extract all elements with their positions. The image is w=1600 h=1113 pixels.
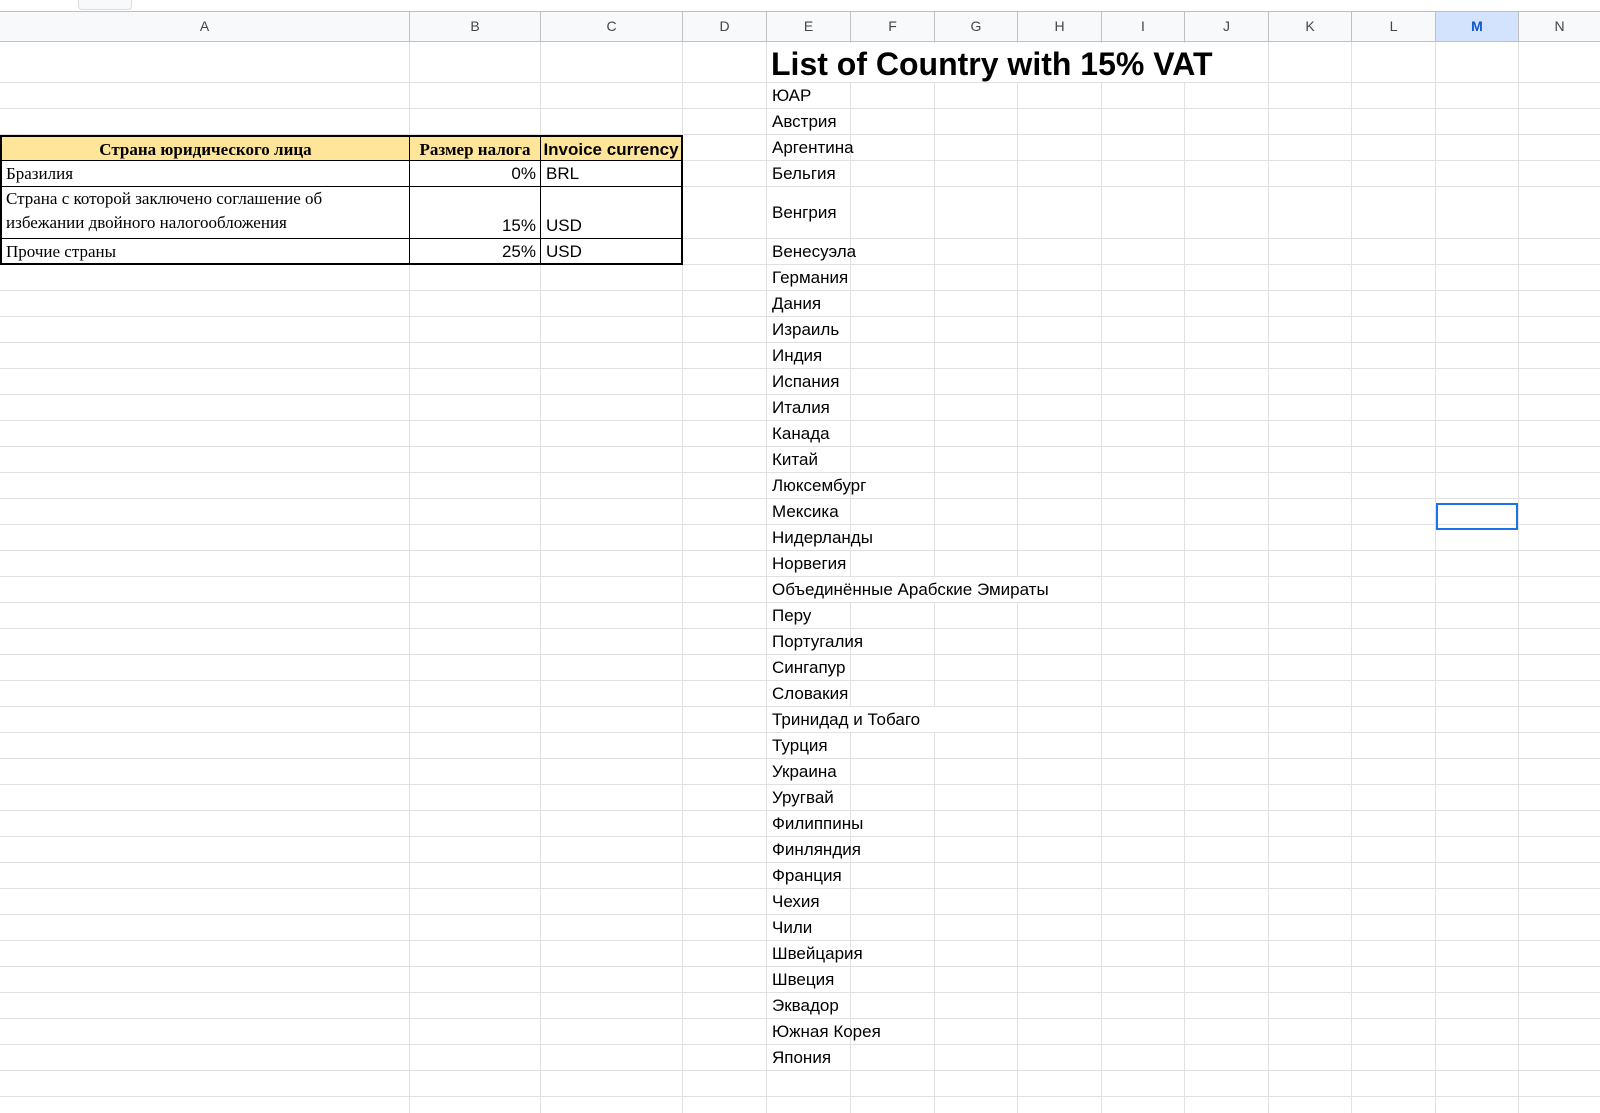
sheet-grid[interactable]	[0, 42, 1600, 1113]
tax-header-country[interactable]: Страна юридического лица	[2, 137, 410, 161]
country-cell[interactable]: Сингапур	[772, 658, 846, 677]
country-cell[interactable]: Норвегия	[772, 554, 847, 573]
tax-row-country[interactable]	[2, 187, 410, 239]
toolbar-remnant	[0, 0, 1600, 11]
country-cell[interactable]: Нидерланды	[772, 528, 873, 547]
country-cell[interactable]: Филиппины	[772, 814, 864, 833]
country-cell[interactable]: Швеция	[772, 970, 835, 989]
tax-row-currency[interactable]: USD	[541, 187, 681, 239]
country-cell[interactable]: Украина	[772, 762, 837, 781]
country-cell[interactable]: Китай	[772, 450, 818, 469]
tax-row-currency[interactable]: BRL	[541, 161, 681, 187]
country-cell[interactable]: Бельгия	[772, 164, 836, 183]
tax-header-rate[interactable]: Размер налога	[410, 137, 541, 161]
vat-list-title: List of Country with 15% VAT	[771, 46, 1213, 82]
country-cell[interactable]: ЮАР	[772, 86, 812, 105]
country-cell[interactable]: Португалия	[772, 632, 864, 651]
column-header-a[interactable]: A	[0, 12, 410, 41]
column-header-g[interactable]: G	[935, 12, 1018, 41]
country-cell[interactable]: Финляндия	[772, 840, 861, 859]
column-header-i[interactable]: I	[1102, 12, 1185, 41]
country-cell[interactable]: Уругвай	[772, 788, 834, 807]
column-header-f[interactable]: F	[851, 12, 935, 41]
country-cell[interactable]: Испания	[772, 372, 840, 391]
country-cell[interactable]: Германия	[772, 268, 849, 287]
tax-row-rate[interactable]: 25%	[410, 239, 541, 263]
country-cell[interactable]: Венгрия	[772, 203, 837, 222]
country-cell[interactable]: Турция	[772, 736, 828, 755]
country-cell[interactable]: Чили	[772, 918, 813, 937]
toolbar-stub	[78, 0, 132, 10]
selected-cell-outline[interactable]	[1436, 503, 1518, 530]
country-cell[interactable]: Словакия	[772, 684, 849, 703]
column-header-d[interactable]: D	[683, 12, 767, 41]
country-cell[interactable]: Аргентина	[772, 138, 854, 157]
tax-row-country[interactable]: Прочие страны	[2, 239, 410, 263]
tax-header-currency[interactable]: Invoice currency	[541, 137, 681, 161]
country-cell[interactable]: Израиль	[772, 320, 840, 339]
column-header-e[interactable]: E	[767, 12, 851, 41]
tax-row-rate[interactable]: 15%	[410, 187, 541, 239]
column-header-m[interactable]: M	[1436, 12, 1519, 41]
country-cell[interactable]: Индия	[772, 346, 823, 365]
country-cell[interactable]: Люксембург	[772, 476, 867, 495]
tax-row-country-line1: Страна с которой заключено соглашение об	[6, 189, 323, 208]
tax-row-country[interactable]: Бразилия	[2, 161, 410, 187]
column-header-h[interactable]: H	[1018, 12, 1102, 41]
country-cell[interactable]: Мексика	[772, 502, 839, 521]
country-cell[interactable]: Венесуэла	[772, 242, 857, 261]
country-cell[interactable]: Южная Корея	[772, 1022, 881, 1041]
country-cell[interactable]: Канада	[772, 424, 830, 443]
country-cell[interactable]: Объединённые Арабские Эмираты	[772, 580, 1049, 599]
tax-table	[0, 135, 683, 265]
country-cell[interactable]: Тринидад и Тобаго	[772, 710, 921, 729]
tax-row-rate[interactable]: 0%	[410, 161, 541, 187]
column-header-l[interactable]: L	[1352, 12, 1436, 41]
column-header-n[interactable]: N	[1554, 18, 1565, 34]
column-header-k[interactable]: K	[1269, 12, 1352, 41]
country-cell[interactable]: Япония	[772, 1048, 832, 1067]
column-header-b[interactable]: B	[410, 12, 541, 41]
country-cell[interactable]: Швейцария	[772, 944, 863, 963]
column-header-j[interactable]: J	[1185, 12, 1269, 41]
country-cell[interactable]: Франция	[772, 866, 842, 885]
country-cell[interactable]: Перу	[772, 606, 812, 625]
country-cell[interactable]: Австрия	[772, 112, 837, 131]
country-cell[interactable]: Чехия	[772, 892, 820, 911]
tax-row-currency[interactable]: USD	[541, 239, 681, 263]
country-cell[interactable]: Дания	[772, 294, 822, 313]
column-header-c[interactable]: C	[541, 12, 683, 41]
country-cell[interactable]: Италия	[772, 398, 830, 417]
column-headers	[0, 11, 1600, 42]
country-cell[interactable]: Эквадор	[772, 996, 839, 1015]
tax-row-country-line2: избежании двойного налогообложения	[6, 213, 287, 232]
